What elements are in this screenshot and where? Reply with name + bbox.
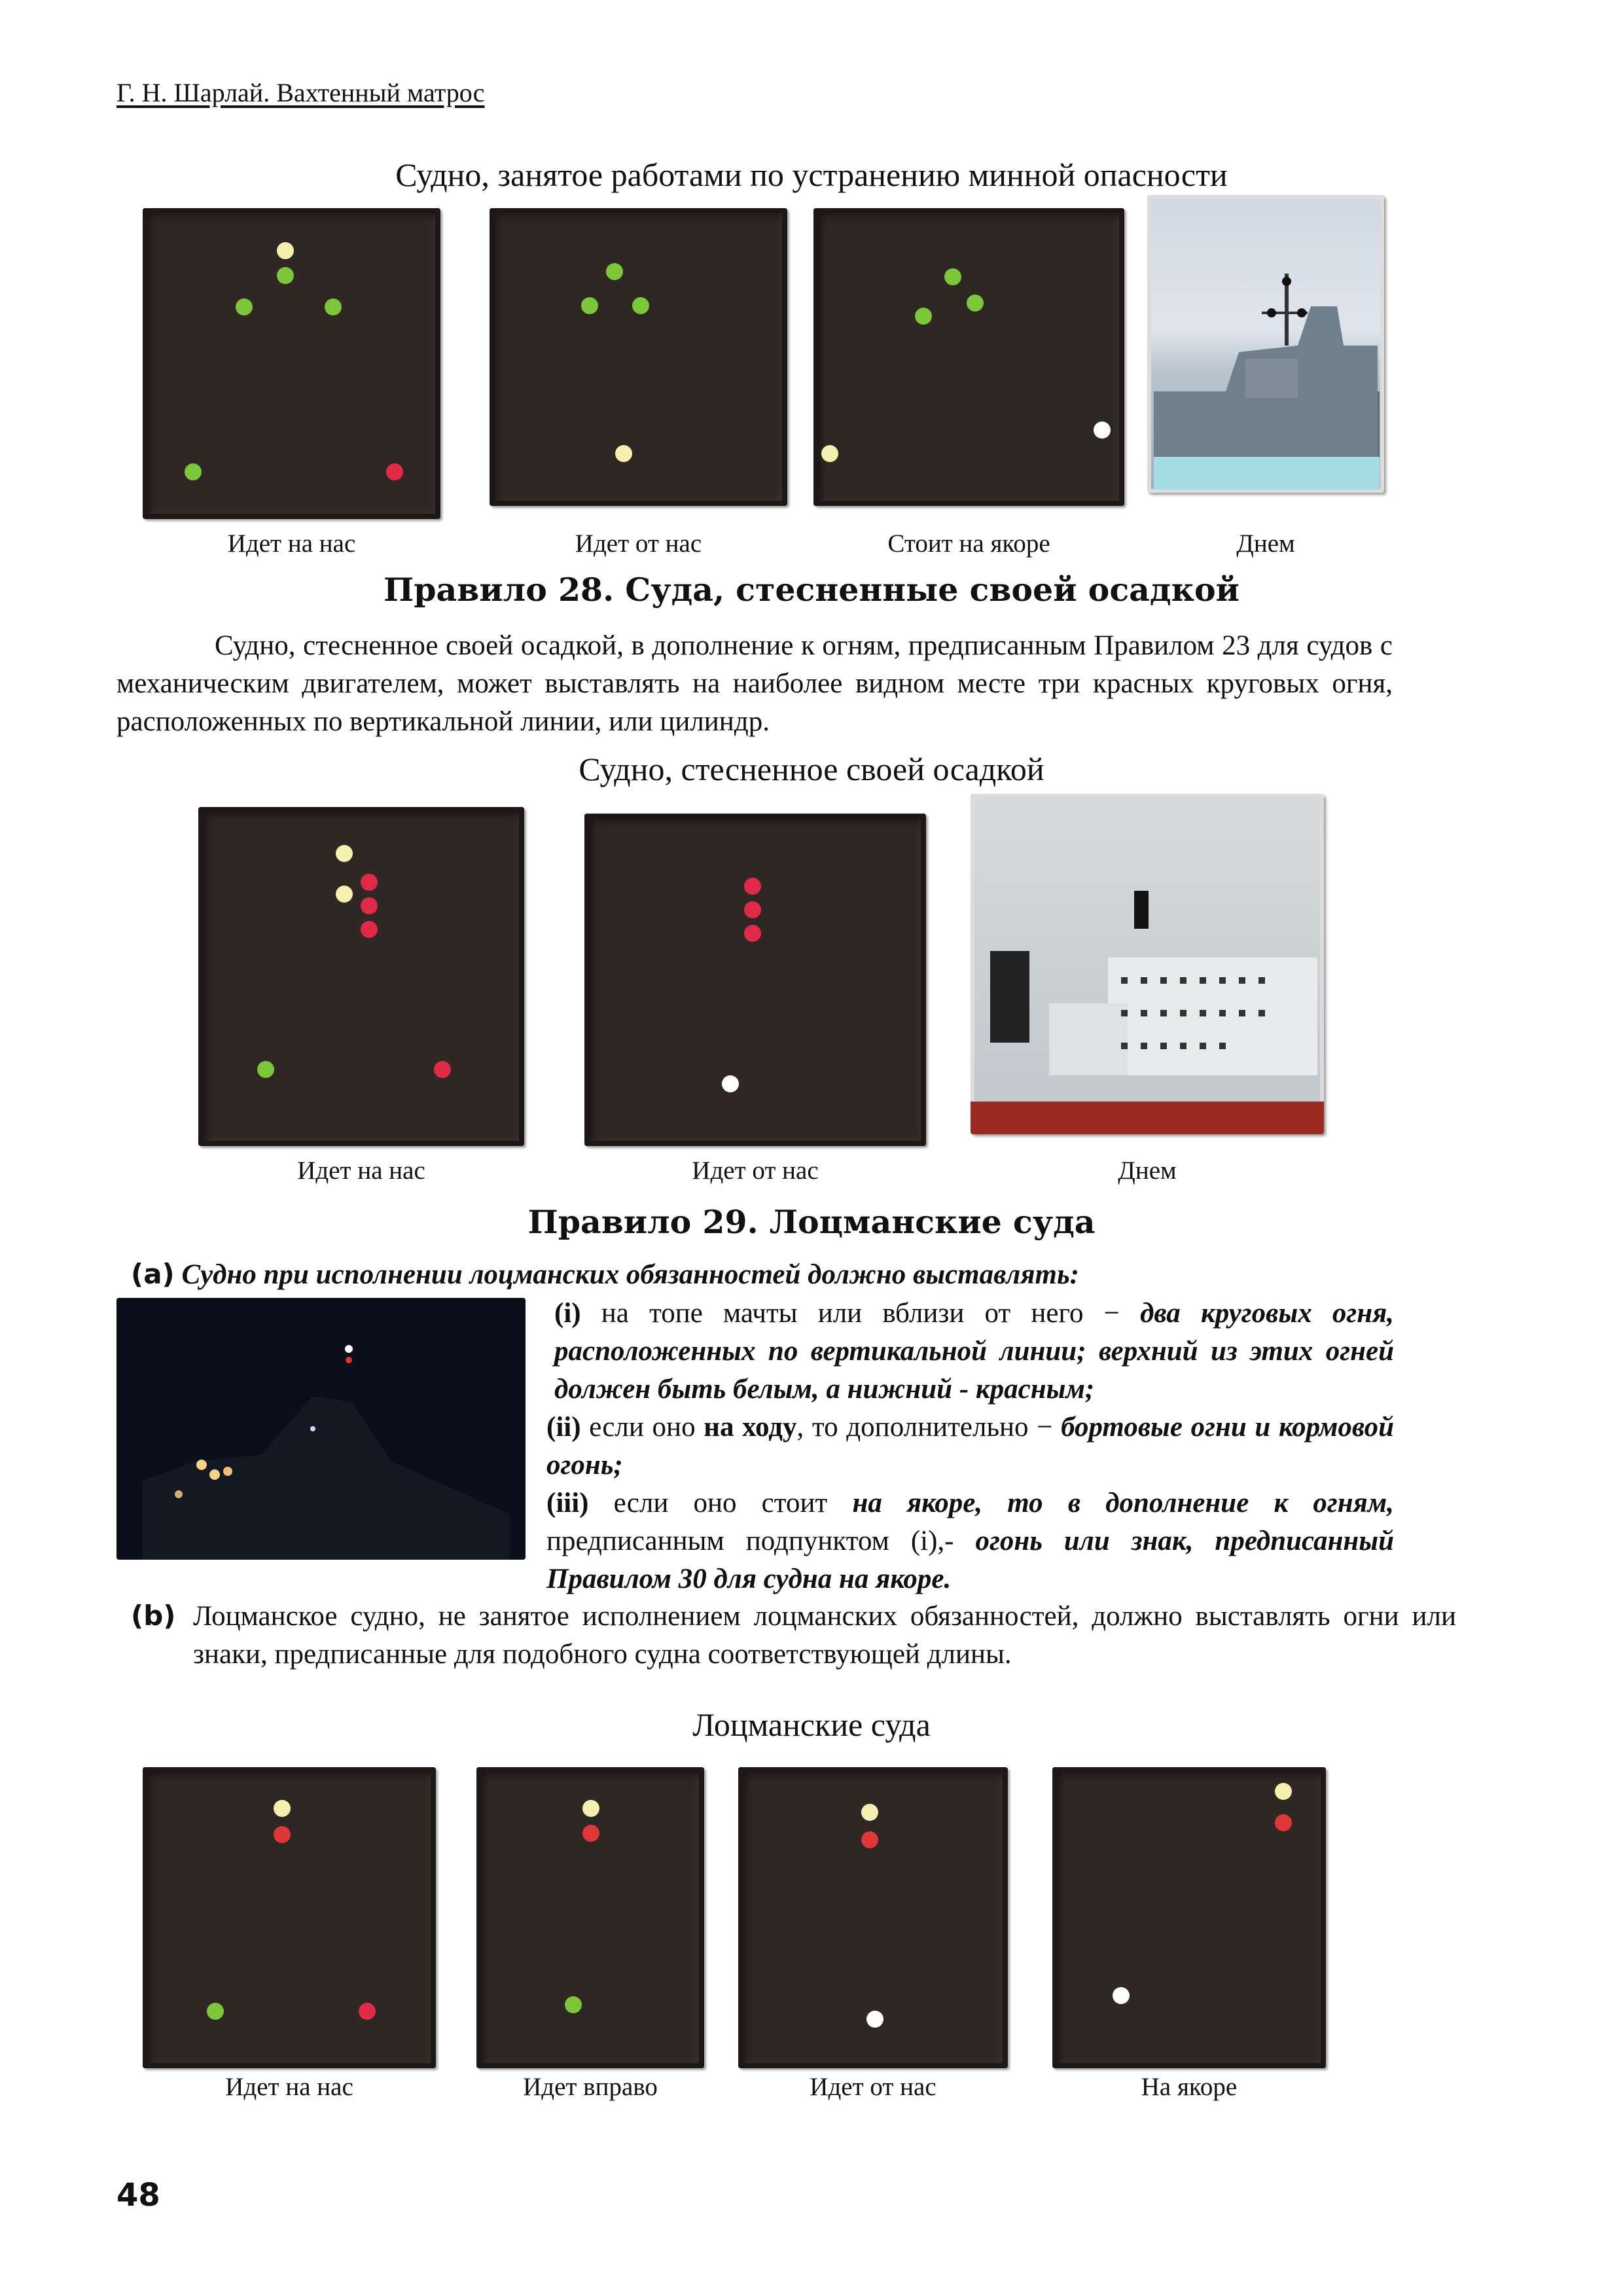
- panel-label: На якоре: [1141, 2073, 1238, 2101]
- panel-label: Днем: [1118, 1157, 1177, 1185]
- daytime-photo-warship: [1147, 195, 1384, 493]
- lights-panel-away: [738, 1767, 1008, 2068]
- all-round-green-light: [944, 268, 961, 285]
- night-ship-illustration: [116, 1298, 526, 1560]
- port-light: [386, 463, 403, 480]
- starboard-light: [257, 1061, 274, 1078]
- anchor-light: [1094, 422, 1111, 439]
- constrained-red-light: [361, 874, 378, 891]
- panel-label: Днем: [1236, 529, 1295, 558]
- rule-29-item-iii: [546, 1484, 1394, 1598]
- rule-29-i-emphasis: два круговых огня, расположенных по вертикальной линии; верхний из этих огней должен быть белым, а нижний - красным;: [554, 1298, 1394, 1405]
- rule-29-iii-emphasis: на якоре, то в дополнение к огням,: [852, 1488, 1395, 1518]
- rule-29-b-text: Лоцманское судно, не занятое исполнением лоцманских обязанностей, должно выставлять огни или знаки, предписанные для подобного судна соответствующей длины.: [193, 1601, 1456, 1670]
- rule-29-item-i: [546, 1295, 1394, 1408]
- all-round-green-light: [277, 267, 294, 284]
- page-number: 48: [116, 2177, 160, 2214]
- panel-label: Идет на нас: [297, 1157, 425, 1185]
- panel-label: Идет от нас: [575, 529, 702, 558]
- pilot-white-light: [582, 1800, 599, 1817]
- figure-title-draught: Судно, стесненное своей осадкой: [579, 751, 1044, 787]
- rule-29-b: [131, 1597, 1456, 1674]
- lights-panel-away: [584, 814, 926, 1146]
- rule-29-a-text: Судно при исполнении лоцманских обязанностей должно выставлять:: [181, 1259, 1079, 1290]
- lights-panel-away: [490, 208, 787, 506]
- constrained-red-light: [744, 925, 761, 942]
- running-header: Г. Н. Шарлай. Вахтенный матрос: [116, 78, 485, 107]
- pilot-white-light: [1275, 1783, 1292, 1800]
- rule-29-ii-emphasis: бортовые огни и кормовой огонь;: [546, 1412, 1394, 1480]
- all-round-green-light: [915, 308, 932, 325]
- constrained-red-light: [361, 897, 378, 914]
- panel-label: Идет вправо: [523, 2073, 658, 2101]
- panel-label: Идет на нас: [225, 2073, 353, 2101]
- all-round-green-light: [606, 263, 623, 280]
- rule-29-i-text: на топе мачты или вблизи от него −: [580, 1298, 1141, 1329]
- all-round-green-light: [325, 298, 342, 315]
- starboard-light: [207, 2003, 224, 2020]
- constrained-red-light: [744, 901, 761, 918]
- panel-label: Идет от нас: [810, 2073, 936, 2101]
- all-round-green-light: [967, 295, 984, 312]
- all-round-green-light: [581, 297, 598, 314]
- daytime-photo-draught-vessel: [971, 794, 1324, 1134]
- masthead-light: [336, 886, 353, 903]
- item-marker-iii: (iii): [546, 1488, 589, 1518]
- item-marker-a: (a): [131, 1258, 175, 1290]
- item-marker-b: (b): [131, 1600, 176, 1632]
- cargo-ship-illustration: [971, 794, 1324, 1134]
- constrained-red-light: [361, 921, 378, 938]
- port-light: [434, 1061, 451, 1078]
- panel-label: Идет на нас: [227, 529, 356, 558]
- lights-panel-towards: [143, 1767, 436, 2068]
- warship-illustration: [1147, 195, 1384, 493]
- rule-29-iii-text: предписанным подпунктом (i),-: [546, 1526, 976, 1556]
- pilot-red-light: [1275, 1814, 1292, 1831]
- masthead-light: [277, 242, 294, 259]
- panel-label: Стоит на якоре: [887, 529, 1050, 558]
- night-photo-pilot-vessel: [116, 1298, 526, 1560]
- rule-29-title: Правило 29. Лоцманские суда: [527, 1203, 1096, 1241]
- pilot-red-light: [274, 1826, 291, 1843]
- lights-panel-towards: [198, 807, 524, 1146]
- stern-light: [722, 1075, 739, 1092]
- panel-label: Идет от нас: [692, 1157, 819, 1185]
- masthead-light: [336, 845, 353, 862]
- rule-29-iii-text: если оно стоит: [588, 1488, 853, 1518]
- rule-29-items: [546, 1295, 1394, 1598]
- figure-title-pilot: Лоцманские суда: [692, 1706, 931, 1743]
- pilot-red-light: [861, 1831, 878, 1848]
- starboard-light: [565, 1996, 582, 2013]
- pilot-white-light: [861, 1804, 878, 1821]
- anchor-light: [821, 445, 838, 462]
- figure-title-minesweeping: Судно, занятое работами по устранению минной опасности: [395, 156, 1228, 193]
- rule-29-ii-text: , то дополнительно −: [796, 1412, 1061, 1443]
- anchor-light: [1113, 1987, 1130, 2004]
- rule-29-ii-text: если оно: [580, 1412, 704, 1443]
- rule-29-a-line: [131, 1255, 1394, 1294]
- item-marker-i: (i): [554, 1298, 581, 1329]
- lights-panel-anchor: [813, 208, 1124, 506]
- rule-29-item-ii: [546, 1408, 1394, 1484]
- all-round-green-light: [632, 297, 649, 314]
- rule-29-iii-emphasis: огонь или знак, предписанный Правилом 30 для судна на якоре.: [546, 1526, 1394, 1594]
- stern-light: [866, 2011, 883, 2028]
- pilot-red-light: [582, 1825, 599, 1842]
- lights-panel-right: [476, 1767, 704, 2068]
- port-light: [359, 2003, 376, 2020]
- all-round-green-light: [236, 298, 253, 315]
- rule-28-text: Судно, стесненное своей осадкой, в дополнение к огням, предписанным Правилом 23 для судов с механическим двигателем, может выставлять на наиболее видном месте три красных круговых огня, расположенных по вертикальной линии, или цилиндр.: [116, 630, 1393, 737]
- starboard-light: [185, 463, 202, 480]
- lights-panel-anchor: [1052, 1767, 1326, 2068]
- pilot-white-light: [274, 1800, 291, 1817]
- rule-28-title: Правило 28. Суда, стесненные своей осадкой: [383, 571, 1240, 609]
- stern-light: [615, 445, 632, 462]
- lights-panel-towards: [143, 208, 440, 519]
- rule-29-ii-emphasis: на ходу: [704, 1412, 797, 1443]
- constrained-red-light: [744, 878, 761, 895]
- item-marker-ii: (ii): [546, 1412, 581, 1443]
